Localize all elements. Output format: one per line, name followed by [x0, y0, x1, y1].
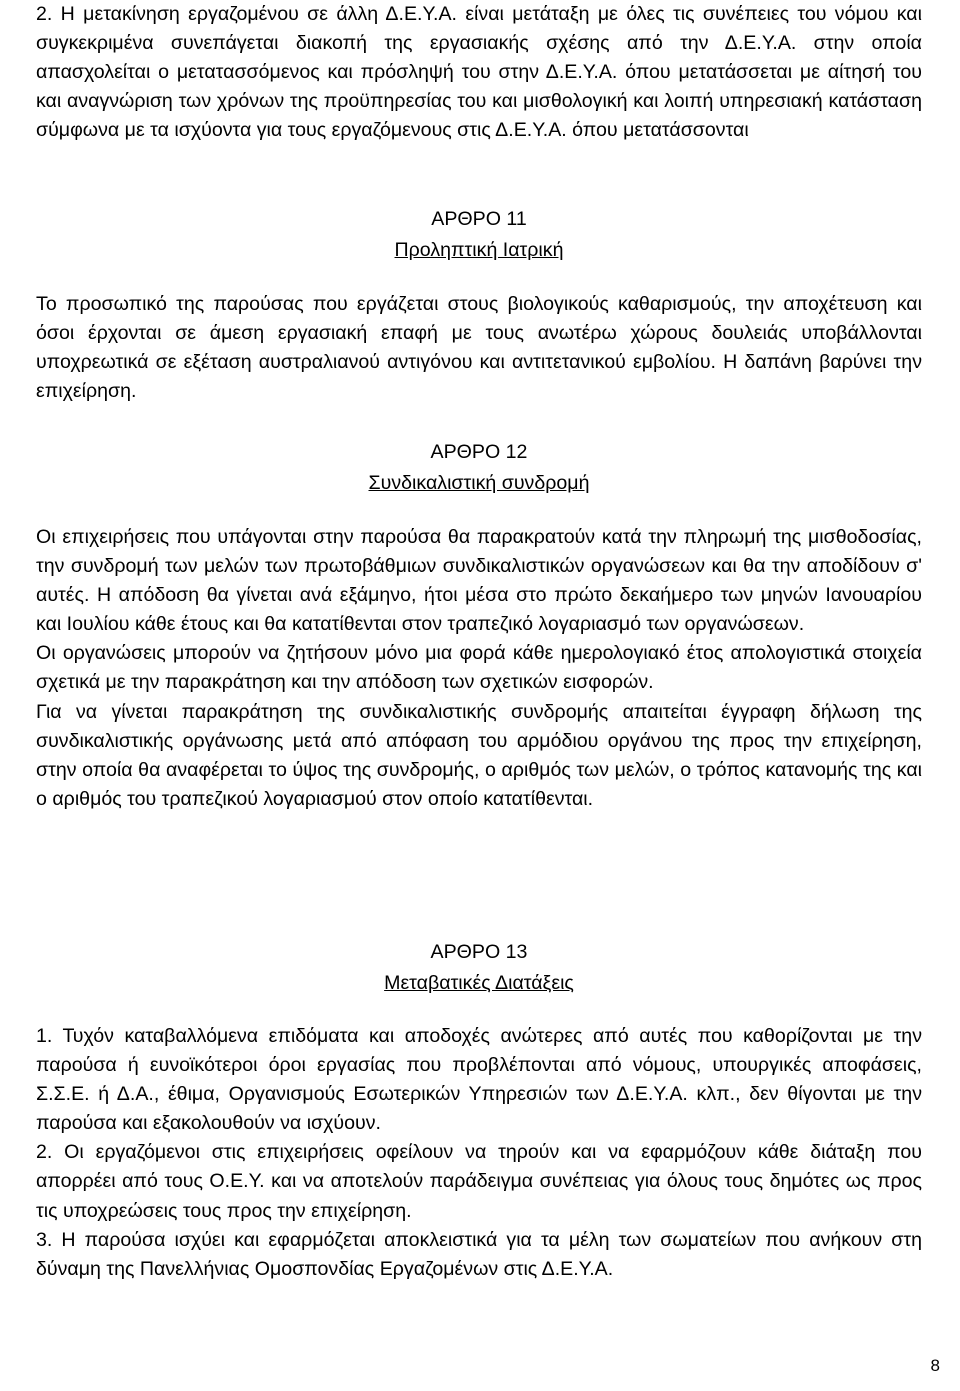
article-13-heading — [36, 937, 922, 999]
article-13-paragraph: 3. Η παρούσα ισχύει και εφαρμόζεται αποκλειστικά για τα μέλη των σωματείων που ανήκουν στη δύναμη της Πανελλήνιας Ομοσπονδίας Εργαζομένων στις Δ.Ε.Υ.Α. — [36, 1228, 922, 1280]
intro-paragraph: 2. Η μετακίνηση εργαζομένου σε άλλη Δ.Ε.Υ.Α. είναι μετάταξη με όλες τις συνέπειες του νόμου και συγκεκριμένα συνεπάγεται διακοπή της εργασιακής σχέσης από την Δ.Ε.Υ.Α. στην οποία απασχολείται ο μετατασσόμενος και πρόσληψή του στην Δ.Ε.Υ.Α. όπου μετατάσσεται με αίτησή του και αναγνώριση των χρόνων της προϋπηρεσίας του και μισθολογική και λοιπή υπηρεσιακή κατάσταση σύμφωνα με τα ισχύοντα για τους εργαζόμενους στις Δ.Ε.Υ.Α. όπου μετατάσσονται — [36, 3, 922, 142]
article-13-paragraph: 2. Οι εργαζόμενοι στις επιχειρήσεις οφείλουν να τηρούν και να εφαρμόζουν κάθε διάταξη που απορρέει από τους Ο.Ε.Υ. και να αποτελούν παράδειγμα συνέπειας για όλους τους δημότες ως προς τις υποχρεώσεις τους προς την επιχείρηση. — [36, 1141, 922, 1222]
article-13-title: Μεταβατικές Διατάξεις — [384, 972, 574, 994]
article-12-heading — [36, 437, 922, 499]
article-12-body — [36, 523, 922, 814]
article-12-number: ΑΡΘΡΟ 12 — [430, 441, 528, 463]
article-12-paragraph: Για να γίνεται παρακράτηση της συνδικαλιστικής συνδρομής απαιτείται έγγραφη δήλωση της συνδικαλιστικής οργάνωσης μετά από απόφαση του αρμόδιου οργάνου της προς την επιχείρηση, στην οποία θα αναφέρεται το ύψος της συνδρομής, ο αριθμός των μελών, ο τρόπος κατανομής της και ο αριθμός του τραπεζικού λογαριασμού στον οποίο κατατίθενται. — [36, 700, 922, 810]
page-number: 8 — [930, 1356, 940, 1375]
article-13-body — [36, 1022, 922, 1284]
article-13-number: ΑΡΘΡΟ 13 — [430, 941, 528, 963]
article-11-title: Προληπτική Ιατρική — [394, 239, 564, 261]
article-13-paragraph: 1. Τυχόν καταβαλλόμενα επιδόματα και αποδοχές ανώτερες από αυτές που καθορίζονται με την παρούσα ή ευνοϊκότεροι όροι εργασίας που προβλέπονται από νόμους, υπουργικές αποφάσεις, Σ.Σ.Ε. ή Δ.Α., έθιμα, Οργανισμούς Εσωτερικών Υπηρεσιών των Δ.Ε.Υ.Α. κλπ., δεν θίγονται με την παρούσα και εξακολουθούν να ισχύουν. — [36, 1025, 922, 1135]
article-12-paragraph: Οι επιχειρήσεις που υπάγονται στην παρούσα θα παρακρατούν κατά την πληρωμή της μισθοδοσίας, την συνδρομή των μελών των πρωτοβάθμιων συνδικαλιστικών οργανώσεων και θα την αποδίδουν σ' αυτές. Η απόδοση θα γίνεται ανά εξάμηνο, ήτοι μέσα στο πρώτο δεκαήμερο των μηνών Ιανουαρίου και Ιουλίου κάθε έτους και θα κατατίθενται στον τραπεζικό λογαριασμό των οργανώσεων. — [36, 526, 922, 636]
article-11-body: Το προσωπικό της παρούσας που εργάζεται στους βιολογικούς καθαρισμούς, την αποχέτευση και όσοι έρχονται σε άμεση εργασιακή επαφή με τους ανωτέρω χώρους δουλειάς υποβάλλονται υποχρεωτικά σε εξέταση αυστραλιανού αντιγόνου και αντιτετανικού εμβολίου. Η δαπάνη βαρύνει την επιχείρηση. — [36, 293, 922, 403]
article-12-paragraph: Οι οργανώσεις μπορούν να ζητήσουν μόνο μια φορά κάθε ημερολογιακό έτος απολογιστικά στοιχεία σχετικά με την παρακράτηση και την απόδοση των σχετικών εισφορών. — [36, 642, 922, 694]
article-12-title: Συνδικαλιστική συνδρομή — [368, 472, 590, 494]
article-11-heading — [36, 204, 922, 266]
article-11-number: ΑΡΘΡΟ 11 — [431, 208, 527, 230]
